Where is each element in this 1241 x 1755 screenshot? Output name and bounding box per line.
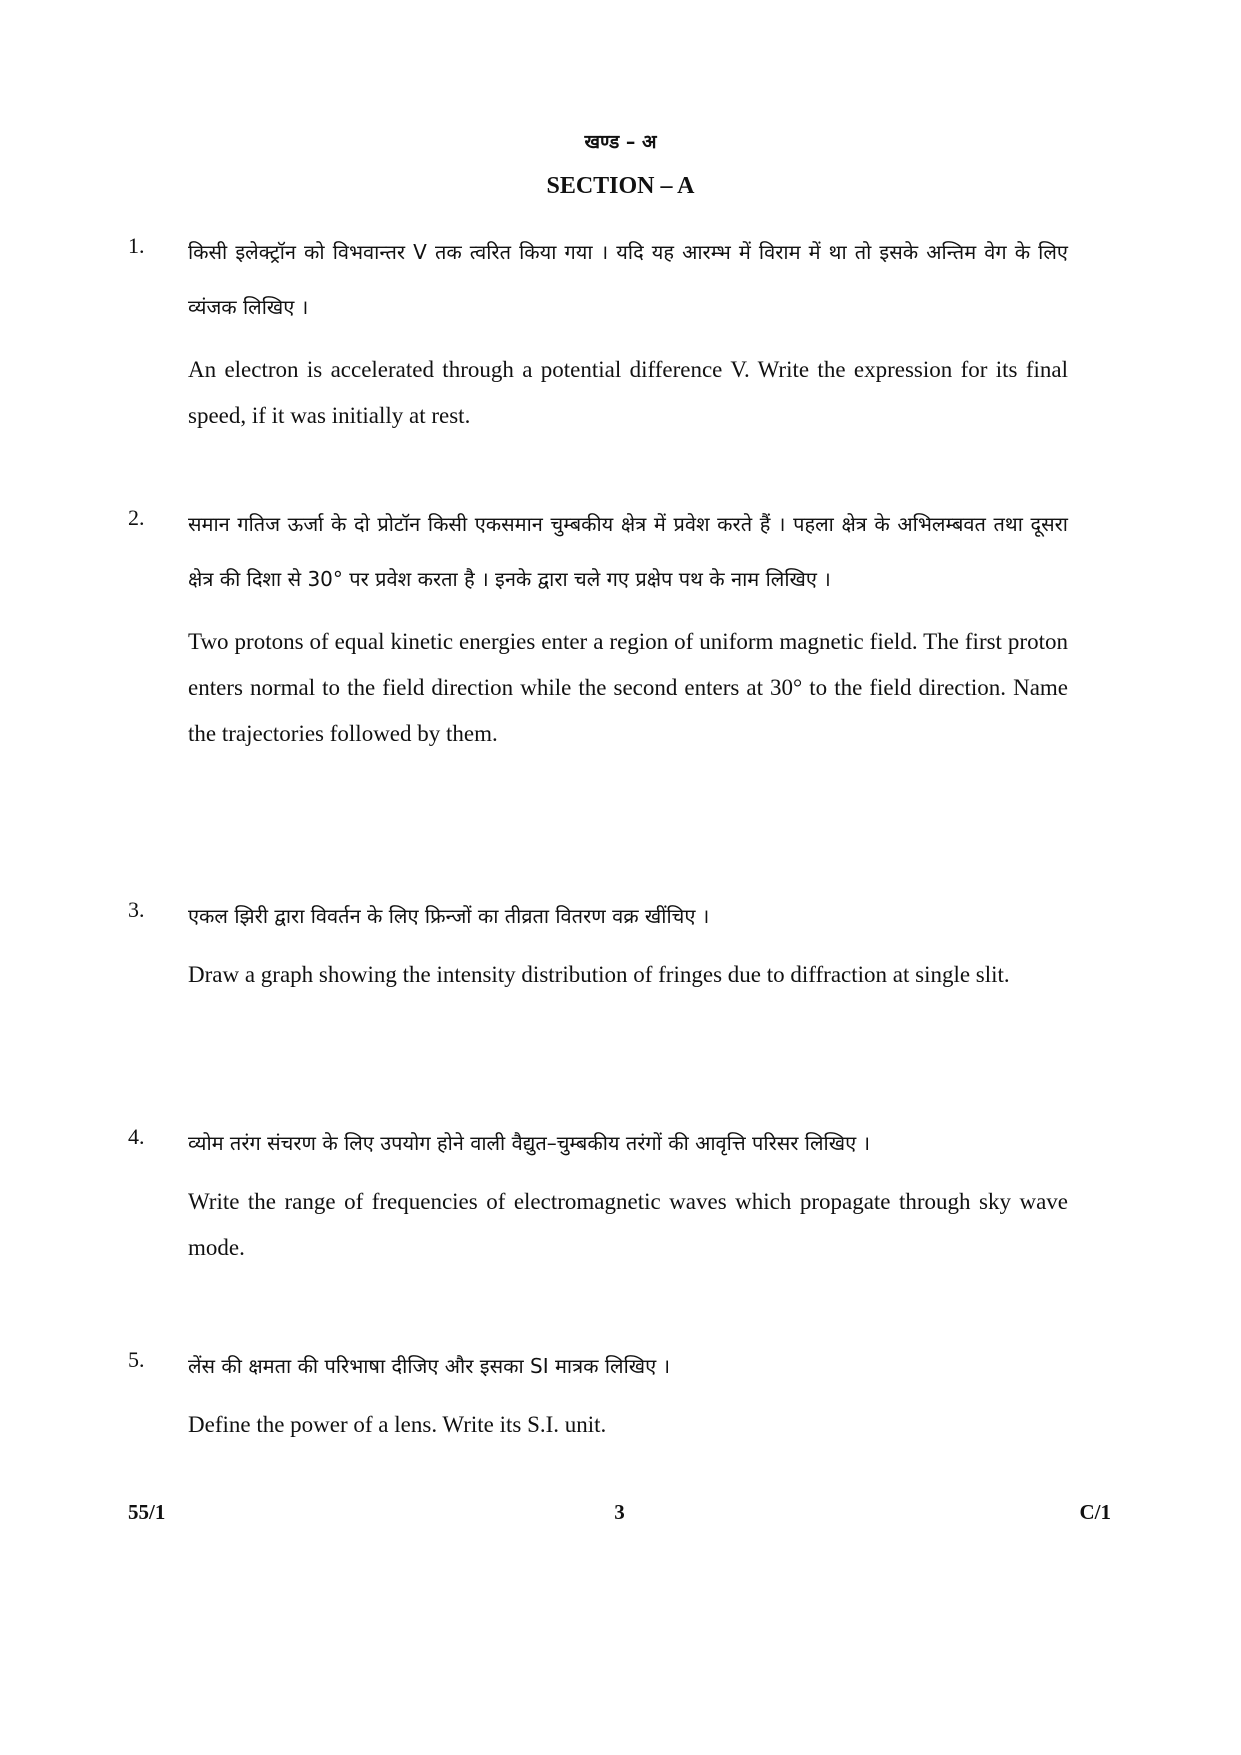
- question-number: 2.: [128, 505, 145, 530]
- question-text-hindi: व्योम तरंग संचरण के लिए उपयोग होने वाली वैद्युत–चुम्बकीय तरंगों की आवृत्ति परिसर लिखिए ।: [188, 1131, 871, 1155]
- question-3: [128, 889, 1068, 998]
- question-text-english: An electron is accelerated through a potential difference V. Write the expression for its final speed, if it was initially at rest.: [188, 357, 1068, 428]
- section-title-hindi: खण्ड – अ: [584, 131, 657, 153]
- question-number: 5.: [128, 1347, 145, 1372]
- question-text-hindi: एकल झिरी द्वारा विवर्तन के लिए फ्रिन्जों का तीव्रता वितरण वक्र खींचिए ।: [188, 904, 710, 928]
- question-1: [128, 225, 1068, 439]
- question-text-hindi: लेंस की क्षमता की परिभाषा दीजिए और इसका SI मात्रक लिखिए ।: [188, 1354, 671, 1378]
- paper-code: 55/1: [128, 1500, 166, 1524]
- question-text-hindi: समान गतिज ऊर्जा के दो प्रोटॉन किसी एकसमान चुम्बकीय क्षेत्र में प्रवेश करते हैं । पहला क्षेत्र के अभिलम्बवत तथा दूसरा क्षेत्र की दिशा से 30° पर प्रवेश करता है । इनके द्वारा चले गए प्रक्षेप पथ के नाम लिखिए ।: [188, 512, 1068, 591]
- page-number: 3: [614, 1500, 625, 1524]
- section-title-english: SECTION – A: [546, 173, 695, 199]
- question-2: [128, 497, 1068, 757]
- question-4: [128, 1116, 1068, 1271]
- question-text-hindi: किसी इलेक्ट्रॉन को विभवान्तर V तक त्वरित किया गया । यदि यह आरम्भ में विराम में था तो इसके अन्तिम वेग के लिए व्यंजक लिखिए ।: [188, 240, 1068, 319]
- question-text-english: Two protons of equal kinetic energies enter a region of uniform magnetic field. The first proton enters normal to the field direction while the second enters at 30° to the field direction. Name the trajectories followed by them.: [188, 629, 1068, 746]
- question-text-english: Draw a graph showing the intensity distribution of fringes due to diffraction at single slit.: [188, 962, 1010, 987]
- question-number: 4.: [128, 1124, 145, 1149]
- question-number: 3.: [128, 897, 145, 922]
- question-text-english: Define the power of a lens. Write its S.I. unit.: [188, 1412, 607, 1437]
- question-number: 1.: [128, 233, 145, 258]
- question-text-english: Write the range of frequencies of electromagnetic waves which propagate through sky wave mode.: [188, 1189, 1068, 1260]
- question-5: [128, 1339, 1068, 1448]
- set-code: C/1: [1079, 1500, 1111, 1524]
